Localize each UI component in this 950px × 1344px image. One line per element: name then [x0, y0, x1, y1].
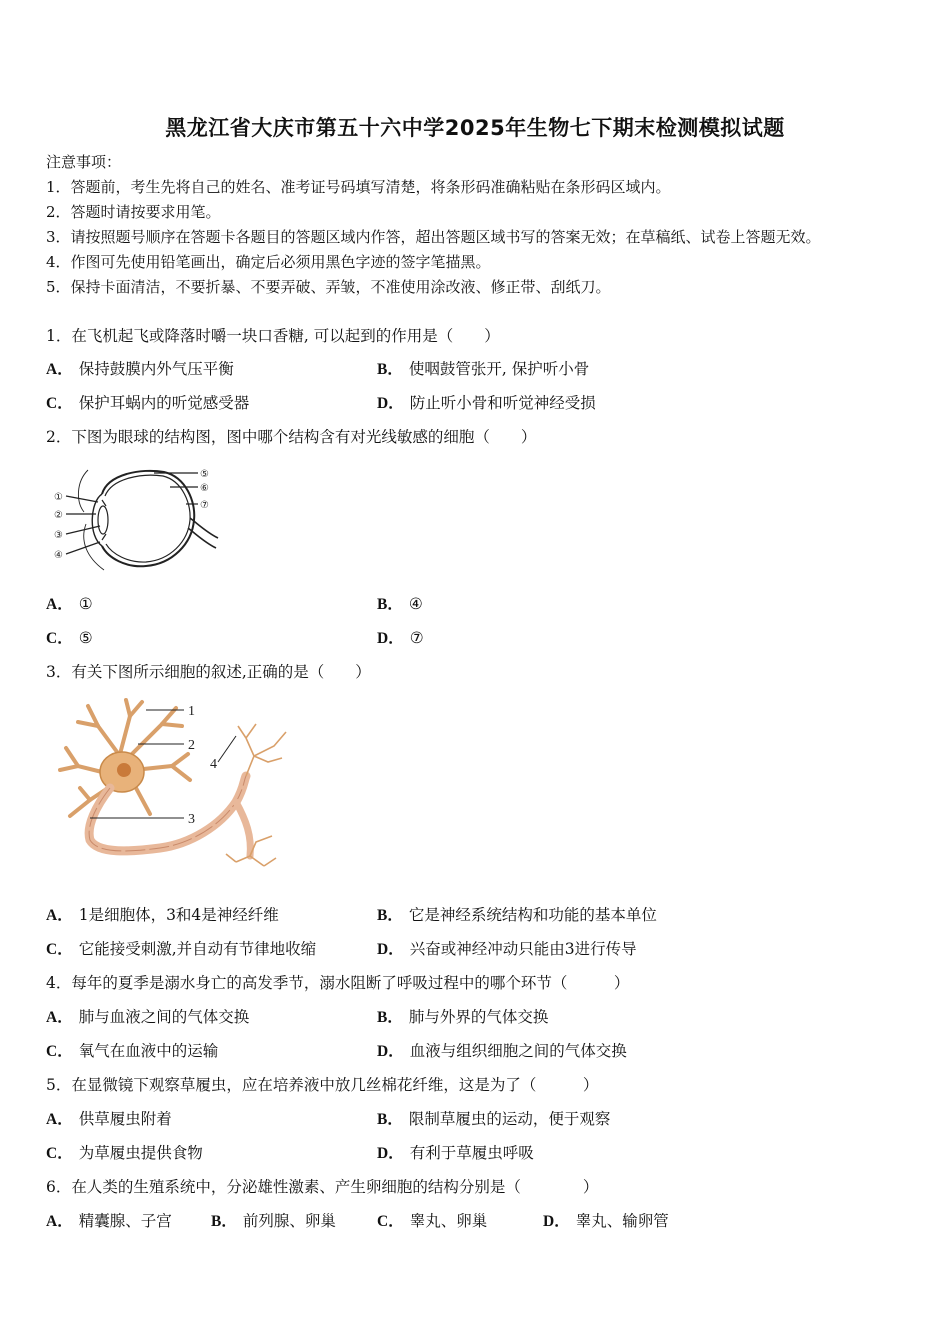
option-key: D． — [377, 630, 404, 647]
neuron-label-4: 4 — [210, 757, 217, 772]
option-key: A． — [46, 361, 73, 378]
eye-label-4: ④ — [54, 550, 63, 561]
option-text: 为草履虫提供食物 — [78, 1144, 203, 1162]
neuron-figure — [50, 696, 295, 872]
question-5-option-a — [46, 1109, 172, 1130]
question-4-stem: 4．每年的夏季是溺水身亡的高发季节，溺水阻断了呼吸过程中的哪个环节（ ） — [46, 974, 630, 992]
option-key: D． — [377, 395, 404, 412]
question-2-option-c — [46, 628, 93, 649]
option-text: ⑦ — [409, 629, 424, 647]
option-key: B． — [377, 361, 403, 378]
option-key: B． — [377, 596, 403, 613]
option-text: 使咽鼓管张开, 保护听小骨 — [408, 360, 590, 378]
question-1-option-c — [46, 393, 249, 414]
question-2-option-a — [46, 594, 93, 615]
option-text: 保持鼓膜内外气压平衡 — [78, 360, 234, 378]
option-text: ④ — [408, 595, 423, 613]
option-text: 保护耳蜗内的听觉感受器 — [78, 394, 250, 412]
question-3-option-b — [377, 905, 657, 926]
option-text: 精囊腺、子宫 — [78, 1212, 172, 1230]
question-4-option-c — [46, 1041, 218, 1062]
option-text: 1是细胞体，3和4是神经纤维 — [78, 906, 279, 924]
question-2-option-d — [377, 628, 424, 649]
option-text: 氧气在血液中的运输 — [78, 1042, 219, 1060]
eye-label-7: ⑦ — [200, 500, 209, 511]
option-key: A． — [46, 1111, 73, 1128]
eye-label-6: ⑥ — [200, 483, 209, 494]
option-key: B． — [377, 907, 403, 924]
question-6-stem: 6．在人类的生殖系统中，分泌雄性激素、产生卵细胞的结构分别是（ ） — [46, 1178, 599, 1196]
option-text: ① — [78, 595, 93, 613]
option-key: B． — [377, 1009, 403, 1026]
question-6-option-a — [46, 1211, 172, 1232]
option-key: C． — [46, 1145, 73, 1162]
option-key: C． — [46, 630, 73, 647]
option-text: 睾丸、输卵管 — [575, 1212, 669, 1230]
question-4-option-d — [377, 1041, 627, 1062]
option-text: 睾丸、卵巢 — [409, 1212, 488, 1230]
question-6-option-b — [211, 1211, 336, 1232]
neuron-label-2: 2 — [188, 738, 195, 753]
question-6-option-d — [543, 1211, 669, 1232]
option-text: 它能接受刺激,并自动有节律地收缩 — [78, 940, 317, 958]
option-key: A． — [46, 596, 73, 613]
notice-item: 4．作图可先使用铅笔画出，确定后必须用黑色字迹的签字笔描黑。 — [46, 253, 491, 271]
option-key: D． — [377, 1145, 404, 1162]
option-key: D． — [377, 941, 404, 958]
question-5-option-d — [377, 1143, 534, 1164]
notice-item: 2．答题时请按要求用笔。 — [46, 203, 221, 221]
option-text: 限制草履虫的运动，便于观察 — [408, 1110, 611, 1128]
question-3-stem: 3．有关下图所示细胞的叙述,正确的是（ ） — [46, 663, 371, 681]
notice-item: 5．保持卡面清洁，不要折暴、不要弄破、弄皱，不准使用涂改液、修正带、刮纸刀。 — [46, 278, 611, 296]
notice-heading: 注意事项： — [46, 153, 122, 171]
eye-label-2: ② — [54, 510, 63, 521]
option-text: 兴奋或神经冲动只能由3进行传导 — [409, 940, 637, 958]
option-text: ⑤ — [78, 629, 93, 647]
notice-item: 1．答题前，考生先将自己的姓名、准考证号码填写清楚，将条形码准确粘贴在条形码区域内。 — [46, 178, 671, 196]
question-4-option-b — [377, 1007, 548, 1028]
option-key: A． — [46, 1213, 73, 1230]
question-1-stem: 1．在飞机起飞或降落时嚼一块口香糖, 可以起到的作用是（ ） — [46, 327, 500, 345]
question-5-option-b — [377, 1109, 610, 1130]
question-2-stem: 2．下图为眼球的结构图，图中哪个结构含有对光线敏感的细胞（ ） — [46, 428, 537, 446]
option-key: C． — [46, 395, 73, 412]
option-text: 血液与组织细胞之间的气体交换 — [409, 1042, 627, 1060]
neuron-label-1: 1 — [188, 704, 195, 719]
question-6-option-c — [377, 1211, 487, 1232]
question-5-option-c — [46, 1143, 203, 1164]
eye-label-1: ① — [54, 492, 63, 503]
option-key: A． — [46, 907, 73, 924]
question-2-option-b — [377, 594, 423, 615]
notice-item: 3．请按照题号顺序在答题卡各题目的答题区域内作答，超出答题区域书写的答案无效；在草稿纸、试卷上答题无效。 — [46, 228, 821, 246]
option-key: C． — [46, 941, 73, 958]
question-3-option-a — [46, 905, 279, 926]
question-3-option-c — [46, 939, 316, 960]
eyeball-structure-figure — [46, 462, 221, 574]
question-5-stem: 5．在显微镜下观察草履虫，应在培养液中放几丝棉花纤维，这是为了（ ） — [46, 1076, 599, 1094]
neuron-label-3: 3 — [188, 812, 195, 827]
option-text: 肺与血液之间的气体交换 — [78, 1008, 250, 1026]
eye-label-5: ⑤ — [200, 469, 209, 480]
question-3-option-d — [377, 939, 637, 960]
eye-label-3: ③ — [54, 530, 63, 541]
option-key: C． — [46, 1043, 73, 1060]
option-text: 它是神经系统结构和功能的基本单位 — [408, 906, 657, 924]
option-text: 防止听小骨和听觉神经受损 — [409, 394, 596, 412]
option-text: 有利于草履虫呼吸 — [409, 1144, 534, 1162]
page-title: 黑龙江省大庆市第五十六中学2025年生物七下期末检测模拟试题 — [165, 116, 785, 140]
question-1-option-a — [46, 359, 234, 380]
option-key: C． — [377, 1213, 404, 1230]
option-text: 前列腺、卵巢 — [242, 1212, 336, 1230]
option-key: D． — [543, 1213, 570, 1230]
question-4-option-a — [46, 1007, 249, 1028]
question-1-option-d — [377, 393, 596, 414]
option-key: B． — [211, 1213, 237, 1230]
option-text: 肺与外界的气体交换 — [408, 1008, 549, 1026]
option-key: B． — [377, 1111, 403, 1128]
option-text: 供草履虫附着 — [78, 1110, 172, 1128]
option-key: D． — [377, 1043, 404, 1060]
option-key: A． — [46, 1009, 73, 1026]
question-1-option-b — [377, 359, 589, 380]
